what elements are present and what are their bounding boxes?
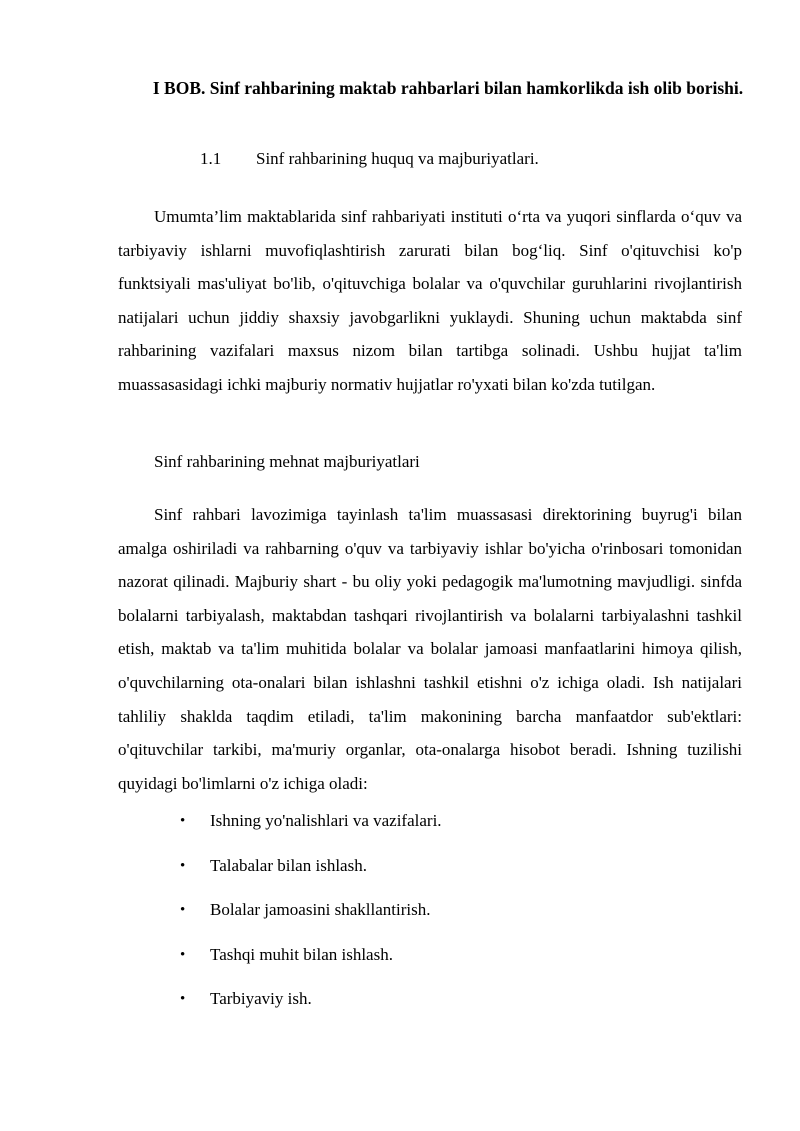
chapter-title: I BOB. Sinf rahbarining maktab rahbarlari bilan hamkorlikda ish olib borishi.	[152, 78, 744, 98]
bullet-icon: •	[180, 813, 186, 829]
list-item-text: Bolalar jamoasini shakllantirish.	[210, 900, 431, 919]
list-item	[180, 853, 442, 898]
bullet-icon: •	[180, 857, 186, 874]
bullet-icon: •	[180, 902, 186, 918]
subheading: Sinf rahbarining mehnat majburiyatlari	[154, 452, 420, 471]
list-item-text: Talabalar bilan ishlash.	[210, 855, 367, 875]
bullet-icon: •	[180, 946, 186, 963]
section-heading	[200, 146, 539, 172]
bullet-list	[180, 808, 442, 1031]
list-item	[180, 808, 442, 853]
list-item	[180, 942, 442, 987]
body-paragraph-2: Sinf rahbari lavozimiga tayinlash ta'lim muassasasi direktorining buyrug'i bilan amalga oshiriladi va rahbarning o'quv va tarbiyaviy ishlar bo'yicha o'rinbosari tomonidan nazorat qilinadi. Majburiy shart - bu oliy yoki pedagogik ma'lumotning mavjudligi. sinfda bolalarni tarbiyalash, maktabdan tashqari rivojlantirish va bolalarni tarbiyalashni tashkil etish, maktab va ta'lim muhitida bolalar va bolalar jamoasi manfaatlarini himoya qilish, o'quvchilarning ota-onalari bilan ishlashni tashkil etishni o'z ichiga oladi. Ish natijalari tahliliy shaklda taqdim etiladi, ta'lim makonining barcha manfaatdor sub'ektlari: o'qituvchilar tarkibi, ma'muriy organlar, ota-onalarga hisobot beradi. Ishning tuzilishi quyidagi bo'limlarni o'z ichiga oladi:	[118, 505, 742, 793]
list-item-text: Tarbiyaviy ish.	[210, 989, 312, 1008]
list-item	[180, 897, 442, 942]
body-paragraph-1: Umumta’lim maktablarida sinf rahbariyati instituti o‘rta va yuqori sinflarda o‘quv va tarbiyaviy ishlarni muvofiqlashtirish zarurati bilan bog‘liq. Sinf o'qituvchisi ko'p funktsiyali mas'uliyat bo'lib, o'qituvchiga bolalar va o'quvchilar guruhlarini rivojlantirish natijalari uchun jiddiy shaxsiy javobgarlikni yuklaydi. Shuning uchun maktabda sinf rahbarining vazifalari maxsus nizom bilan tartibga solinadi. Ushbu hujjat ta'lim muassasasidagi ichki majburiy normativ hujjatlar ro'yxati bilan ko'zda tutilgan.	[118, 207, 742, 394]
list-item-text: Ishning yo'nalishlari va vazifalari.	[210, 811, 442, 830]
list-item	[180, 986, 442, 1031]
bullet-icon: •	[180, 991, 186, 1007]
section-number: 1.1	[200, 149, 222, 168]
list-item-text: Tashqi muhit bilan ishlash.	[210, 944, 393, 964]
section-title: Sinf rahbarining huquq va majburiyatlari.	[256, 149, 539, 168]
